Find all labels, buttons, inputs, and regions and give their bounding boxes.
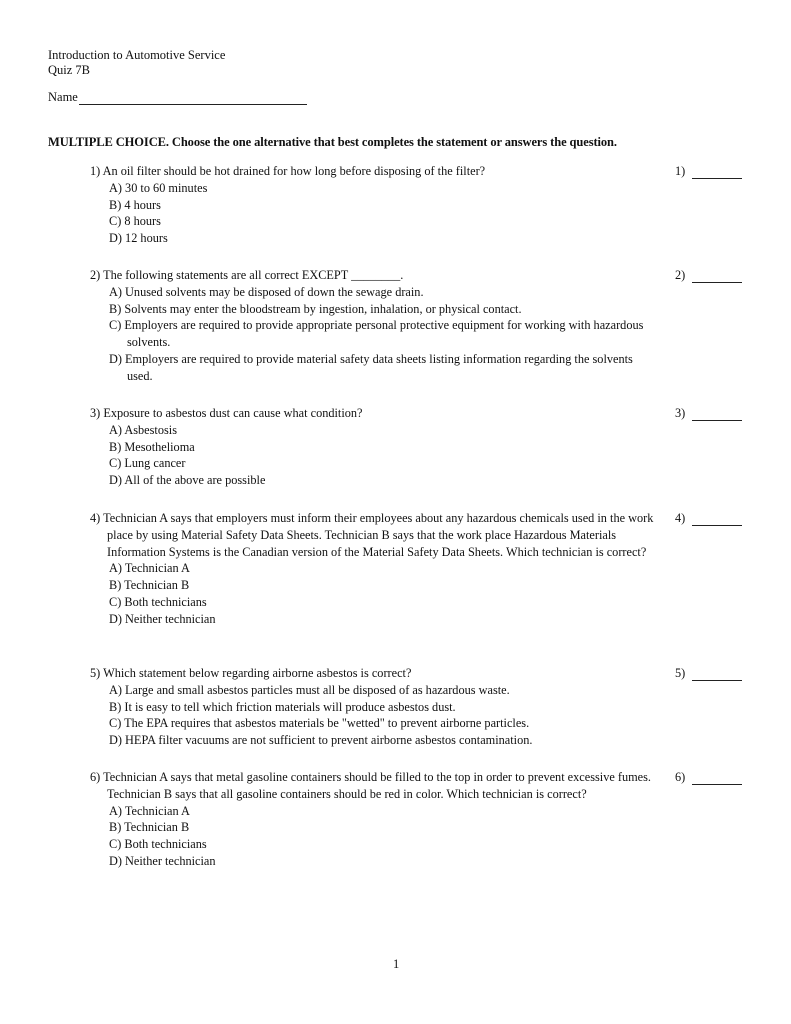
question-5 xyxy=(90,665,660,749)
question-stem: 6) Technician A says that metal gasoline containers should be filled to the top in order to prevent excessive fumes. Technician B says that all gasoline containers should be red in color. Which technician is correct? xyxy=(90,770,652,801)
answer-label: 3) xyxy=(675,406,686,420)
question-1 xyxy=(90,163,660,247)
option-d: D) HEPA filter vacuums are not sufficient to prevent airborne asbestos contamination. xyxy=(109,733,533,748)
options-list xyxy=(109,180,660,247)
answer-label: 4) xyxy=(675,511,686,525)
page-number: 1 xyxy=(393,957,400,971)
option-a: A) Technician A xyxy=(109,803,190,818)
option-a: A) 30 to 60 minutes xyxy=(109,180,208,195)
answer-blank-line[interactable] xyxy=(692,168,742,179)
answer-label: 6) xyxy=(675,770,686,784)
option-b: B) Solvents may enter the bloodstream by ingestion, inhalation, or physical contact. xyxy=(109,301,522,316)
option-c: C) Lung cancer xyxy=(109,456,186,471)
answer-slot-2 xyxy=(675,268,742,283)
question-stem: 1) An oil filter should be hot drained for how long before disposing of the filter? xyxy=(90,164,486,178)
options-list xyxy=(109,682,660,749)
options-list xyxy=(109,284,660,385)
quiz-title: Quiz 7B xyxy=(48,63,91,77)
answer-slot-3 xyxy=(675,406,742,421)
options-list xyxy=(109,422,660,489)
option-d: D) Employers are required to provide material safety data sheets listing information regarding the solvents used. xyxy=(109,351,633,383)
option-b: B) Technician B xyxy=(109,578,190,593)
question-3 xyxy=(90,405,660,489)
answer-slot-6 xyxy=(675,770,742,785)
options-list xyxy=(109,560,660,627)
option-b: B) 4 hours xyxy=(109,197,161,212)
question-2 xyxy=(90,267,660,385)
option-b: B) It is easy to tell which friction materials will produce asbestos dust. xyxy=(109,699,456,714)
answer-label: 2) xyxy=(675,268,686,282)
answer-slot-5 xyxy=(675,666,742,681)
question-stem: 2) The following statements are all correct EXCEPT ________. xyxy=(90,268,404,282)
option-d: D) 12 hours xyxy=(109,231,168,246)
answer-blank-line[interactable] xyxy=(692,774,742,785)
answer-label: 5) xyxy=(675,666,686,680)
name-blank-line[interactable] xyxy=(79,92,307,105)
answer-slot-4 xyxy=(675,511,742,526)
option-d: D) All of the above are possible xyxy=(109,473,266,488)
answer-blank-line[interactable] xyxy=(692,670,742,681)
option-a: A) Large and small asbestos particles must all be disposed of as hazardous waste. xyxy=(109,682,510,697)
answer-label: 1) xyxy=(675,164,686,178)
name-label: Name xyxy=(48,90,78,104)
question-6 xyxy=(90,769,660,870)
answer-slot-1 xyxy=(675,164,742,179)
option-c: C) The EPA requires that asbestos materials be "wetted" to prevent airborne particles. xyxy=(109,716,530,731)
question-4 xyxy=(90,510,660,628)
name-field-row xyxy=(48,90,307,105)
option-c: C) Employers are required to provide appropriate personal protective equipment for working with hazardous solvents. xyxy=(109,318,644,350)
options-list xyxy=(109,803,660,870)
option-a: A) Asbestosis xyxy=(109,422,177,437)
option-b: B) Mesothelioma xyxy=(109,439,195,454)
option-b: B) Technician B xyxy=(109,820,190,835)
question-stem: 5) Which statement below regarding airborne asbestos is correct? xyxy=(90,666,412,680)
answer-blank-line[interactable] xyxy=(692,272,742,283)
instructions: MULTIPLE CHOICE. Choose the one alternative that best completes the statement or answers the question. xyxy=(48,135,617,149)
answer-blank-line[interactable] xyxy=(692,410,742,421)
option-a: A) Technician A xyxy=(109,561,190,576)
question-stem: 4) Technician A says that employers must inform their employees about any hazardous chemicals used in the work place by using Material Safety Data Sheets. Technician B says that the work place Hazardous Materials Information Systems is the Canadian version of the Material Safety Data Sheets. Which technician is correct? xyxy=(90,511,654,559)
question-stem: 3) Exposure to asbestos dust can cause what condition? xyxy=(90,406,363,420)
option-a: A) Unused solvents may be disposed of down the sewage drain. xyxy=(109,284,424,299)
option-c: C) 8 hours xyxy=(109,214,161,229)
course-title: Introduction to Automotive Service xyxy=(48,48,226,62)
option-d: D) Neither technician xyxy=(109,853,216,868)
document-header xyxy=(48,48,225,78)
option-c: C) Both technicians xyxy=(109,837,207,852)
answer-blank-line[interactable] xyxy=(692,515,742,526)
option-d: D) Neither technician xyxy=(109,611,216,626)
option-c: C) Both technicians xyxy=(109,594,207,609)
